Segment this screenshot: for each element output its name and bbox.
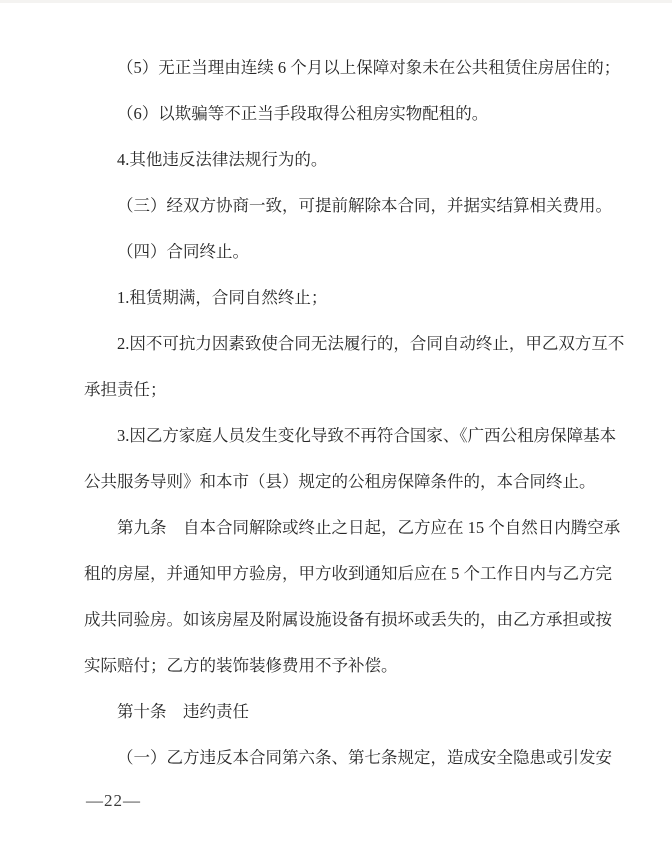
scan-edge-artifact [0,0,672,3]
termination-item-2-line-1: 2.因不可抗力因素致使合同无法履行的，合同自动终止，甲乙双方互不 [117,334,625,353]
article-10-item-1-line: （一）乙方违反本合同第六条、第七条规定，造成安全隐患或引发安 [117,748,612,767]
clause-item-4-line: 4.其他违反法律法规行为的。 [117,150,328,169]
termination-item-2-line-2: 承担责任； [84,380,167,399]
clause-section-3-line: （三）经双方协商一致，可提前解除本合同，并据实结算相关费用。 [117,196,612,215]
article-9-line-4: 实际赔付；乙方的装饰装修费用不予补偿。 [84,656,398,675]
clause-item-5-line: （5）无正当理由连续 6 个月以上保障对象未在公共租赁住房居住的； [117,58,621,77]
page-number: —22— [86,791,141,810]
contract-text-block [84,45,624,781]
article-9-line-1: 第九条 自本合同解除或终止之日起，乙方应在 15 个自然日内腾空承 [117,518,621,537]
termination-item-1-line: 1.租赁期满，合同自然终止； [117,288,328,307]
termination-item-3-line-2: 公共服务导则》和本市（县）规定的公租房保障条件的，本合同终止。 [84,472,596,491]
clause-item-6-line: （6）以欺骗等不正当手段取得公租房实物配租的。 [117,104,489,123]
article-9-line-2: 租的房屋，并通知甲方验房，甲方收到通知后应在 5 个工作日内与乙方完 [84,564,612,583]
termination-item-3-line-1: 3.因乙方家庭人员发生变化导致不再符合国家、《广西公租房保障基本 [117,426,617,445]
article-9-line-3: 成共同验房。如该房屋及附属设施设备有损坏或丢失的，由乙方承担或按 [84,610,612,629]
clause-section-4-line: （四）合同终止。 [117,242,249,261]
article-10-heading-line: 第十条 违约责任 [117,702,249,721]
